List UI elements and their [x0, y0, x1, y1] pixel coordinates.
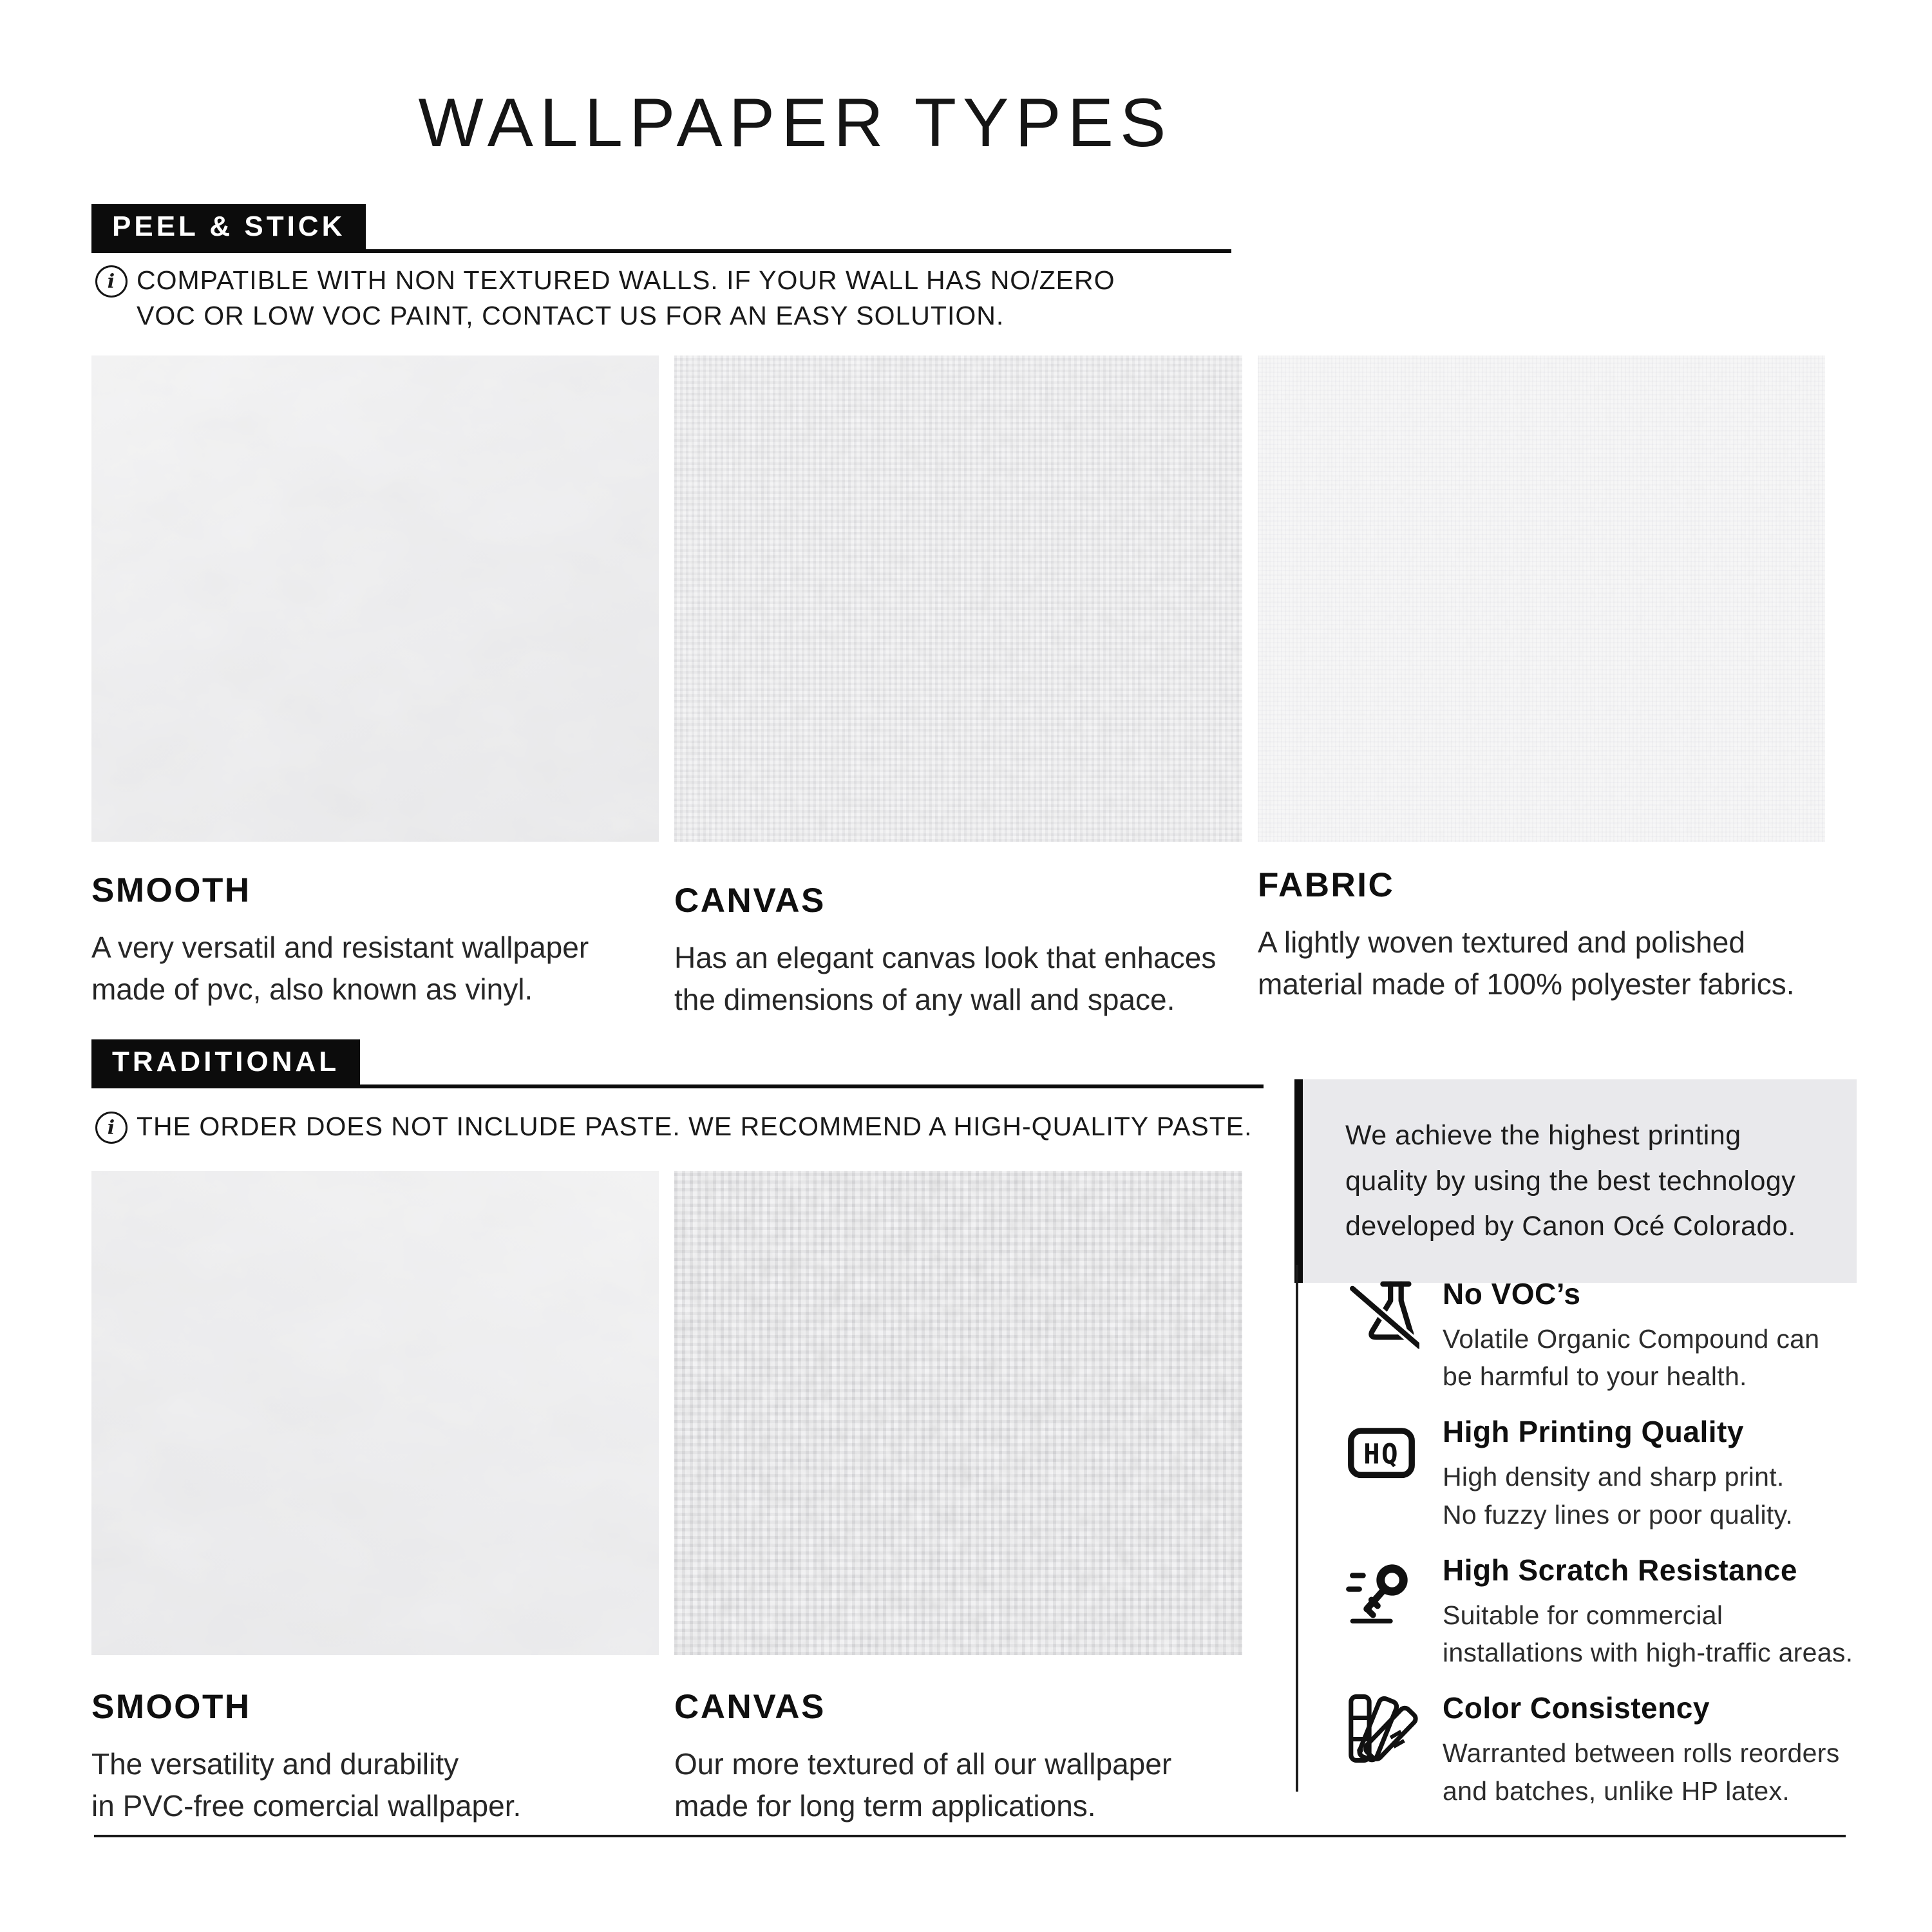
caption-line: Has an elegant canvas look that enhaces — [674, 941, 1217, 974]
feature-text — [1443, 1276, 1819, 1395]
caption-peel-stick-smooth — [91, 871, 589, 1011]
feature-title: High Scratch Resistance — [1443, 1553, 1797, 1587]
peel-stick-fabric-texture-image — [1258, 355, 1825, 842]
caption-line: Our more textured of all our wallpaper — [674, 1747, 1172, 1781]
feature-line: No fuzzy lines or poor quality. — [1443, 1499, 1794, 1530]
feature-no-vocs — [1343, 1276, 1868, 1395]
feature-text — [1443, 1414, 1793, 1533]
caption-line: in PVC-free comercial wallpaper. — [91, 1789, 522, 1823]
quality-callout-box — [1294, 1079, 1857, 1283]
texture-noise-overlay — [91, 355, 659, 842]
caption-title: FABRIC — [1258, 866, 1395, 904]
texture-noise-overlay — [1258, 355, 1825, 842]
feature-line: High density and sharp print. — [1443, 1462, 1785, 1492]
caption-title: SMOOTH — [91, 1688, 251, 1726]
texture-noise-overlay — [91, 1171, 659, 1655]
peel-stick-swatch-row — [91, 355, 1825, 842]
traditional-note — [95, 1109, 1253, 1144]
peel-stick-canvas-texture-image — [674, 355, 1242, 842]
caption-peel-stick-canvas — [674, 881, 1216, 1021]
feature-line: and batches, unlike HP latex. — [1443, 1776, 1790, 1806]
quality-line: We achieve the highest printing — [1345, 1120, 1741, 1151]
caption-line: the dimensions of any wall and space. — [674, 983, 1175, 1017]
hq-badge-icon — [1343, 1414, 1419, 1490]
note-line: VOC OR LOW VOC PAINT, CONTACT US FOR AN EASY SOLUTION. — [137, 300, 1005, 330]
no-voc-flask-icon — [1343, 1276, 1419, 1352]
info-icon — [95, 1112, 128, 1144]
caption-line: made of pvc, also known as vinyl. — [91, 972, 533, 1007]
feature-high-scratch-resistance — [1343, 1553, 1868, 1671]
feature-line: Warranted between rolls reorders — [1443, 1738, 1840, 1768]
section-label-traditional — [91, 1039, 360, 1084]
peel-stick-smooth-texture-image — [91, 355, 659, 842]
section-label-text: TRADITIONAL — [112, 1046, 340, 1077]
feature-title: No VOC’s — [1443, 1277, 1581, 1311]
feature-line: be harmful to your health. — [1443, 1361, 1747, 1392]
hq-icon-text: HQ — [1363, 1439, 1399, 1472]
texture-noise-overlay — [674, 1171, 1242, 1655]
section-label-text: PEEL & STICK — [112, 211, 346, 242]
traditional-smooth-texture-image — [91, 1171, 659, 1655]
note-text — [137, 263, 1115, 334]
caption-traditional-canvas — [674, 1687, 1171, 1828]
features-list — [1296, 1260, 1868, 1829]
feature-color-consistency — [1343, 1690, 1868, 1809]
caption-line: The versatility and durability — [91, 1747, 459, 1781]
caption-title: SMOOTH — [91, 871, 251, 909]
feature-high-printing-quality — [1343, 1414, 1868, 1533]
info-icon — [95, 265, 128, 298]
caption-line: material made of 100% polyester fabrics. — [1258, 967, 1795, 1001]
note-text — [137, 1109, 1253, 1144]
feature-line: Suitable for commercial — [1443, 1600, 1723, 1630]
caption-line: made for long term applications. — [674, 1789, 1096, 1823]
quality-line: quality by using the best technology — [1345, 1165, 1796, 1197]
section-label-peel-and-stick — [91, 204, 366, 249]
bottom-divider — [94, 1835, 1846, 1837]
feature-line: installations with high-traffic areas. — [1443, 1638, 1853, 1668]
key-scratch-icon — [1343, 1553, 1419, 1629]
peel-stick-note — [95, 263, 1115, 334]
page-title: WALLPAPER TYPES — [418, 84, 1173, 161]
caption-peel-stick-fabric — [1258, 866, 1795, 1006]
note-line: COMPATIBLE WITH NON TEXTURED WALLS. IF YOUR WALL HAS NO/ZERO — [137, 265, 1115, 295]
caption-title: CANVAS — [674, 1688, 826, 1726]
feature-text — [1443, 1690, 1840, 1809]
texture-noise-overlay — [674, 355, 1242, 842]
caption-line: A very versatil and resistant wallpaper — [91, 931, 589, 964]
section-rule-peel-and-stick — [91, 249, 1231, 253]
feature-title: High Printing Quality — [1443, 1415, 1744, 1449]
note-line: THE ORDER DOES NOT INCLUDE PASTE. WE RECOMMEND A HIGH-QUALITY PASTE. — [137, 1112, 1253, 1141]
feature-text — [1443, 1553, 1853, 1671]
caption-title: CANVAS — [674, 882, 826, 920]
feature-title: Color Consistency — [1443, 1691, 1710, 1725]
section-rule-traditional — [91, 1084, 1264, 1088]
traditional-canvas-texture-image — [674, 1171, 1242, 1655]
quality-line: developed by Canon Océ Colorado. — [1345, 1211, 1796, 1242]
caption-traditional-smooth — [91, 1687, 521, 1828]
color-swatches-icon — [1343, 1690, 1419, 1766]
feature-line: Volatile Organic Compound can — [1443, 1324, 1820, 1354]
caption-line: A lightly woven textured and polished — [1258, 925, 1745, 959]
